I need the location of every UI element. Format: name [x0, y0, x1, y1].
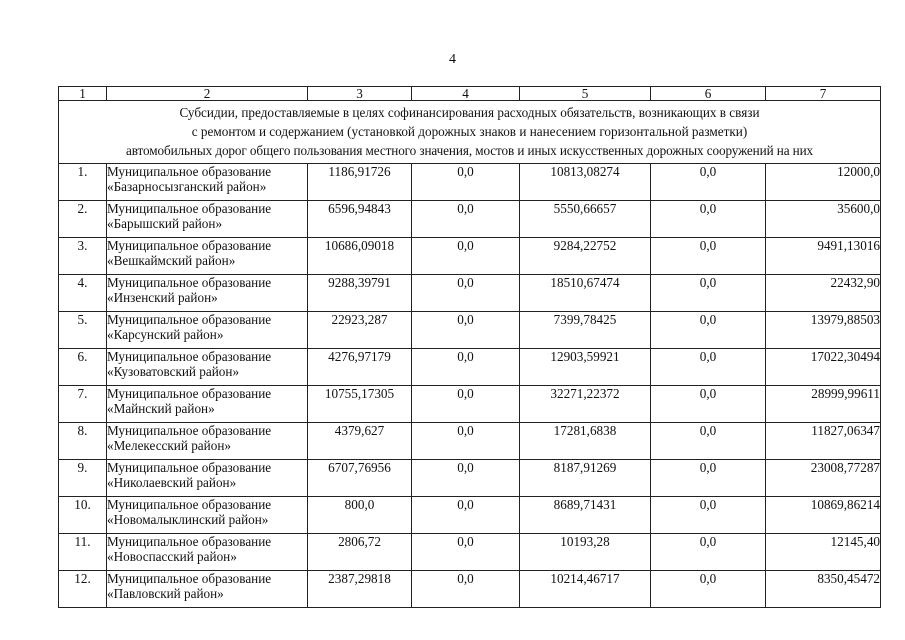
- section-title-line: Субсидии, предоставляемые в целях софинансирования расходных обязательств, возникающих в связи: [179, 105, 760, 120]
- municipality-district: «Павловский район»: [107, 586, 224, 601]
- value-col3: 9288,39791: [308, 275, 412, 312]
- value-col4: 0,0: [412, 497, 520, 534]
- value-col5: 7399,78425: [520, 312, 651, 349]
- value-col5: 8187,91269: [520, 460, 651, 497]
- table-row: [59, 386, 881, 423]
- municipality-name: [107, 312, 308, 349]
- row-number: 2.: [59, 201, 107, 238]
- value-col4: 0,0: [412, 534, 520, 571]
- value-col7: 23008,77287: [766, 460, 881, 497]
- column-number: 6: [651, 87, 766, 101]
- column-number: 4: [412, 87, 520, 101]
- municipality-type: Муниципальное образование: [107, 164, 272, 179]
- value-col3: 2806,72: [308, 534, 412, 571]
- column-number: 7: [766, 87, 881, 101]
- value-col5: 10214,46717: [520, 571, 651, 608]
- municipality-name: [107, 423, 308, 460]
- value-col6: 0,0: [651, 238, 766, 275]
- section-title: [59, 101, 881, 164]
- municipality-district: «Мелекесский район»: [107, 438, 231, 453]
- value-col7: 9491,13016: [766, 238, 881, 275]
- value-col7: 28999,99611: [766, 386, 881, 423]
- value-col7: 35600,0: [766, 201, 881, 238]
- row-number: 4.: [59, 275, 107, 312]
- column-number: 5: [520, 87, 651, 101]
- row-number: 6.: [59, 349, 107, 386]
- value-col6: 0,0: [651, 312, 766, 349]
- municipality-district: «Новоспасский район»: [107, 549, 237, 564]
- column-number: 2: [107, 87, 308, 101]
- value-col6: 0,0: [651, 386, 766, 423]
- value-col3: 10686,09018: [308, 238, 412, 275]
- table-row: [59, 423, 881, 460]
- municipality-type: Муниципальное образование: [107, 534, 272, 549]
- value-col6: 0,0: [651, 201, 766, 238]
- row-number: 9.: [59, 460, 107, 497]
- value-col3: 2387,29818: [308, 571, 412, 608]
- value-col7: 10869,86214: [766, 497, 881, 534]
- value-col5: 18510,67474: [520, 275, 651, 312]
- table-row: [59, 497, 881, 534]
- municipality-name: [107, 571, 308, 608]
- table-row: [59, 571, 881, 608]
- column-number: 3: [308, 87, 412, 101]
- value-col5: 8689,71431: [520, 497, 651, 534]
- value-col5: 5550,66657: [520, 201, 651, 238]
- row-number: 11.: [59, 534, 107, 571]
- municipality-district: «Майнский район»: [107, 401, 215, 416]
- value-col6: 0,0: [651, 534, 766, 571]
- table-row: [59, 275, 881, 312]
- table-row: [59, 312, 881, 349]
- row-number: 1.: [59, 164, 107, 201]
- value-col3: 4379,627: [308, 423, 412, 460]
- section-title-row: [59, 101, 881, 164]
- municipality-type: Муниципальное образование: [107, 497, 272, 512]
- column-number: 1: [59, 87, 107, 101]
- value-col7: 12145,40: [766, 534, 881, 571]
- value-col5: 10813,08274: [520, 164, 651, 201]
- value-col3: 4276,97179: [308, 349, 412, 386]
- value-col6: 0,0: [651, 423, 766, 460]
- table-row: [59, 164, 881, 201]
- section-title-line: с ремонтом и содержанием (установкой дорожных знаков и нанесением горизонтальной разметки): [191, 124, 748, 139]
- value-col5: 9284,22752: [520, 238, 651, 275]
- row-number: 12.: [59, 571, 107, 608]
- value-col4: 0,0: [412, 423, 520, 460]
- municipality-name: [107, 497, 308, 534]
- value-col6: 0,0: [651, 571, 766, 608]
- value-col5: 10193,28: [520, 534, 651, 571]
- value-col6: 0,0: [651, 460, 766, 497]
- value-col7: 22432,90: [766, 275, 881, 312]
- value-col3: 6707,76956: [308, 460, 412, 497]
- value-col6: 0,0: [651, 349, 766, 386]
- value-col5: 32271,22372: [520, 386, 651, 423]
- row-number: 8.: [59, 423, 107, 460]
- subsidy-table: [58, 86, 881, 608]
- municipality-type: Муниципальное образование: [107, 349, 272, 364]
- value-col4: 0,0: [412, 164, 520, 201]
- table-row: [59, 460, 881, 497]
- value-col4: 0,0: [412, 312, 520, 349]
- value-col4: 0,0: [412, 460, 520, 497]
- value-col4: 0,0: [412, 349, 520, 386]
- value-col4: 0,0: [412, 201, 520, 238]
- municipality-name: [107, 460, 308, 497]
- row-number: 7.: [59, 386, 107, 423]
- value-col3: 22923,287: [308, 312, 412, 349]
- municipality-type: Муниципальное образование: [107, 423, 272, 438]
- value-col4: 0,0: [412, 238, 520, 275]
- value-col7: 13979,88503: [766, 312, 881, 349]
- municipality-name: [107, 534, 308, 571]
- row-number: 3.: [59, 238, 107, 275]
- municipality-type: Муниципальное образование: [107, 312, 272, 327]
- municipality-name: [107, 386, 308, 423]
- table-body: [59, 164, 881, 608]
- municipality-name: [107, 238, 308, 275]
- municipality-district: «Карсунский район»: [107, 327, 224, 342]
- municipality-type: Муниципальное образование: [107, 275, 272, 290]
- value-col5: 17281,6838: [520, 423, 651, 460]
- column-number-row: [59, 87, 881, 101]
- municipality-type: Муниципальное образование: [107, 460, 272, 475]
- value-col5: 12903,59921: [520, 349, 651, 386]
- table-row: [59, 534, 881, 571]
- municipality-district: «Барышский район»: [107, 216, 223, 231]
- municipality-type: Муниципальное образование: [107, 238, 272, 253]
- value-col3: 10755,17305: [308, 386, 412, 423]
- value-col6: 0,0: [651, 275, 766, 312]
- table-row: [59, 349, 881, 386]
- value-col6: 0,0: [651, 497, 766, 534]
- municipality-district: «Кузоватовский район»: [107, 364, 240, 379]
- value-col6: 0,0: [651, 164, 766, 201]
- value-col3: 1186,91726: [308, 164, 412, 201]
- value-col4: 0,0: [412, 571, 520, 608]
- municipality-district: «Вешкаймский район»: [107, 253, 236, 268]
- municipality-district: «Инзенский район»: [107, 290, 218, 305]
- municipality-name: [107, 201, 308, 238]
- section-title-line: автомобильных дорог общего пользования местного значения, мостов и иных искусственных дорожных сооружений на них: [125, 143, 814, 158]
- row-number: 5.: [59, 312, 107, 349]
- value-col4: 0,0: [412, 275, 520, 312]
- municipality-district: «Базарносызганский район»: [107, 179, 267, 194]
- municipality-name: [107, 275, 308, 312]
- municipality-type: Муниципальное образование: [107, 571, 272, 586]
- municipality-district: «Николаевский район»: [107, 475, 237, 490]
- municipality-name: [107, 349, 308, 386]
- value-col7: 8350,45472: [766, 571, 881, 608]
- page-number: 4: [449, 52, 456, 67]
- value-col7: 11827,06347: [766, 423, 881, 460]
- value-col4: 0,0: [412, 386, 520, 423]
- table-row: [59, 238, 881, 275]
- table-row: [59, 201, 881, 238]
- value-col7: 17022,30494: [766, 349, 881, 386]
- row-number: 10.: [59, 497, 107, 534]
- municipality-type: Муниципальное образование: [107, 386, 272, 401]
- value-col3: 6596,94843: [308, 201, 412, 238]
- municipality-name: [107, 164, 308, 201]
- value-col7: 12000,0: [766, 164, 881, 201]
- municipality-district: «Новомалыклинский район»: [107, 512, 269, 527]
- municipality-type: Муниципальное образование: [107, 201, 272, 216]
- value-col3: 800,0: [308, 497, 412, 534]
